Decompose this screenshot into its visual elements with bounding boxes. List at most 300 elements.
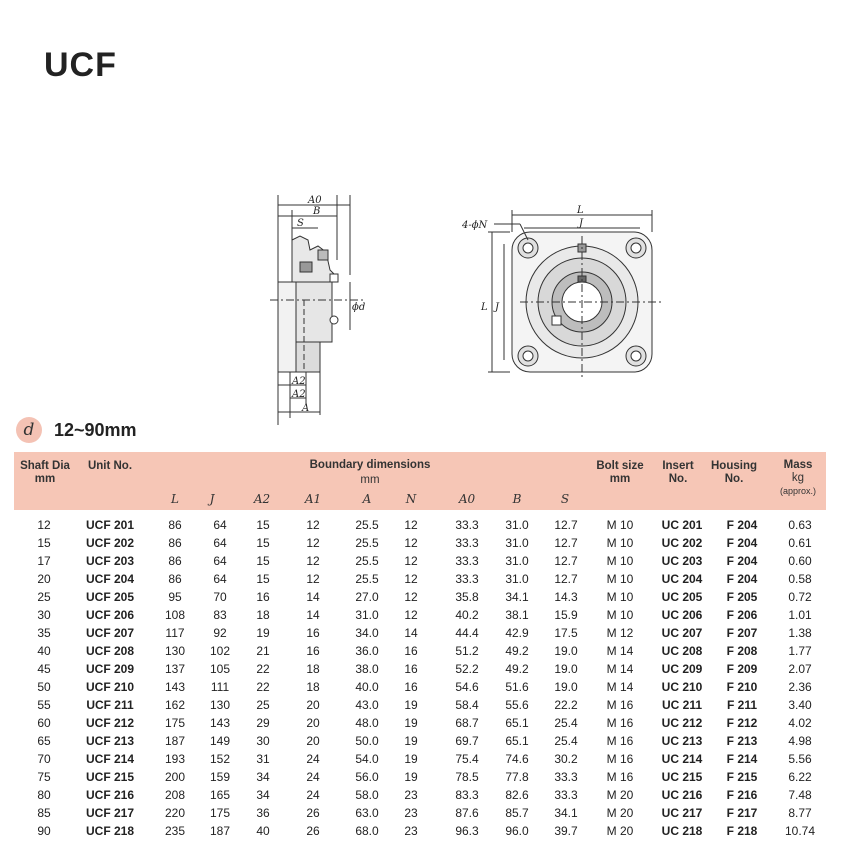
cell-mass: 0.63: [788, 518, 812, 532]
cell-b: 49.2: [505, 662, 529, 676]
cell-housing-no: F 216: [726, 788, 758, 802]
cell-n: 16: [404, 662, 418, 676]
label-phi-d: ϕd: [352, 302, 366, 313]
cell-a2: 15: [256, 536, 270, 550]
cell-n: 12: [404, 536, 418, 550]
cell-s: 12.7: [554, 536, 578, 550]
cell-a1: 18: [306, 662, 320, 676]
cell-b: 74.6: [505, 752, 529, 766]
cell-mass: 1.77: [788, 644, 812, 658]
cell-a: 36.0: [355, 644, 379, 658]
cell-mass: 0.61: [788, 536, 812, 550]
cell-a: 40.0: [355, 680, 379, 694]
cell-n: 12: [404, 608, 418, 622]
cell-a0: 87.6: [455, 806, 479, 820]
cell-housing-no: F 204: [726, 572, 758, 586]
cell-s: 14.3: [554, 590, 578, 604]
cell-unit-no: UCF 211: [86, 698, 134, 712]
cell-a2: 22: [256, 680, 270, 694]
cell-j: 92: [213, 626, 227, 640]
cell-l: 162: [164, 698, 186, 712]
header-unit-no: Unit No.: [87, 460, 133, 472]
cell-b: 31.0: [505, 572, 529, 586]
cell-a: 56.0: [355, 770, 379, 784]
cell-bolt-size: M 16: [606, 734, 634, 748]
cell-a2: 16: [256, 590, 270, 604]
cell-s: 22.2: [554, 698, 578, 712]
cell-a0: 75.4: [455, 752, 479, 766]
cell-l: 200: [164, 770, 186, 784]
cell-s: 19.0: [554, 644, 578, 658]
cell-a1: 24: [306, 770, 320, 784]
shaft-range: [16, 416, 137, 444]
cell-unit-no: UCF 208: [85, 644, 135, 658]
cell-insert-no: UC 202: [661, 536, 703, 550]
cell-j: 165: [209, 788, 231, 802]
d-symbol-badge: d: [16, 417, 42, 443]
header-housing-no: Housing No.: [711, 460, 757, 485]
cell-a0: 96.3: [455, 824, 479, 838]
side-view-drawing: [270, 195, 365, 425]
cell-insert-no: UC 207: [661, 626, 703, 640]
cell-a2: 34: [256, 788, 270, 802]
cell-n: 14: [404, 626, 418, 640]
cell-insert-no: UC 201: [661, 518, 703, 532]
cell-a1: 18: [306, 680, 320, 694]
cell-mass: 0.58: [788, 572, 812, 586]
cell-j: 152: [209, 752, 231, 766]
cell-housing-no: F 204: [726, 536, 758, 550]
cell-a1: 12: [306, 554, 320, 568]
subheader-j: J: [209, 492, 215, 506]
cell-b: 31.0: [505, 536, 529, 550]
cell-unit-no: UCF 201: [85, 518, 135, 532]
cell-n: 23: [404, 788, 418, 802]
cell-insert-no: UC 208: [661, 644, 703, 658]
cell-a0: 33.3: [455, 536, 479, 550]
header-boundary-dimensions: Boundary dimensions mm: [309, 459, 431, 486]
cell-l: 86: [168, 536, 182, 550]
cell-housing-no: F 218: [726, 824, 758, 838]
cell-j: 70: [213, 590, 227, 604]
cell-j: 175: [209, 806, 231, 820]
header-mass: Mass kg (approx.): [779, 459, 816, 496]
cell-a1: 14: [306, 608, 320, 622]
cell-a1: 20: [306, 734, 320, 748]
shaft-range-text: 12~90mm: [54, 419, 137, 440]
cell-shaft-dia: 50: [37, 680, 51, 694]
cell-s: 33.3: [554, 788, 578, 802]
cell-mass: 2.07: [788, 662, 812, 676]
cell-bolt-size: M 10: [606, 608, 634, 622]
cell-mass: 0.72: [788, 590, 812, 604]
cell-housing-no: F 217: [726, 806, 758, 820]
cell-l: 143: [164, 680, 186, 694]
cell-mass: 4.98: [788, 734, 812, 748]
cell-insert-no: UC 216: [661, 788, 703, 802]
cell-shaft-dia: 70: [37, 752, 51, 766]
cell-n: 19: [404, 752, 418, 766]
cell-a: 48.0: [355, 716, 379, 730]
cell-a2: 40: [256, 824, 270, 838]
cell-l: 86: [168, 518, 182, 532]
cell-housing-no: F 206: [726, 608, 758, 622]
cell-s: 39.7: [554, 824, 578, 838]
cell-a: 25.5: [355, 518, 379, 532]
cell-b: 65.1: [505, 734, 529, 748]
label-l-vertical: L: [481, 302, 488, 313]
cell-insert-no: UC 209: [661, 662, 703, 676]
cell-shaft-dia: 30: [37, 608, 51, 622]
label-l: L: [577, 205, 584, 216]
cell-n: 23: [404, 806, 418, 820]
cell-s: 12.7: [554, 518, 578, 532]
cell-bolt-size: M 20: [606, 806, 634, 820]
cell-l: 137: [164, 662, 186, 676]
cell-a2: 15: [256, 572, 270, 586]
cell-a: 38.0: [355, 662, 379, 676]
cell-b: 34.1: [505, 590, 529, 604]
cell-a2: 19: [256, 626, 270, 640]
cell-n: 19: [404, 716, 418, 730]
cell-insert-no: UC 212: [661, 716, 703, 730]
cell-l: 175: [164, 716, 186, 730]
cell-b: 51.6: [505, 680, 529, 694]
cell-bolt-size: M 12: [606, 626, 634, 640]
cell-s: 15.9: [554, 608, 578, 622]
cell-unit-no: UCF 212: [85, 716, 135, 730]
cell-unit-no: UCF 205: [85, 590, 135, 604]
cell-l: 208: [164, 788, 186, 802]
cell-l: 235: [164, 824, 186, 838]
cell-shaft-dia: 20: [37, 572, 51, 586]
cell-insert-no: UC 210: [661, 680, 703, 694]
cell-a1: 26: [306, 806, 320, 820]
cell-housing-no: F 207: [726, 626, 758, 640]
cell-j: 64: [213, 572, 227, 586]
cell-a0: 78.5: [455, 770, 479, 784]
cell-a2: 29: [256, 716, 270, 730]
cell-n: 12: [404, 572, 418, 586]
cell-a: 25.5: [355, 572, 379, 586]
cell-b: 31.0: [505, 554, 529, 568]
cell-unit-no: UCF 204: [85, 572, 135, 586]
cell-a0: 33.3: [455, 572, 479, 586]
cell-a0: 58.4: [455, 698, 479, 712]
cell-bolt-size: M 16: [606, 716, 634, 730]
cell-b: 42.9: [505, 626, 529, 640]
cell-housing-no: F 209: [726, 662, 758, 676]
header-shaft-dia: Shaft Dia mm: [20, 460, 70, 485]
page-title: UCF: [44, 46, 117, 84]
cell-a: 68.0: [355, 824, 379, 838]
cell-housing-no: F 214: [726, 752, 758, 766]
cell-unit-no: UCF 203: [85, 554, 135, 568]
cell-s: 12.7: [554, 554, 578, 568]
cell-bolt-size: M 20: [606, 824, 634, 838]
cell-bolt-size: M 16: [606, 698, 634, 712]
cell-housing-no: F 208: [726, 644, 758, 658]
cell-unit-no: UCF 215: [85, 770, 135, 784]
cell-mass: 7.48: [788, 788, 812, 802]
cell-b: 85.7: [505, 806, 529, 820]
cell-a1: 14: [306, 590, 320, 604]
cell-n: 12: [404, 590, 418, 604]
cell-j: 102: [209, 644, 231, 658]
cell-bolt-size: M 14: [606, 662, 634, 676]
cell-housing-no: F 212: [726, 716, 758, 730]
cell-a2: 22: [256, 662, 270, 676]
cell-unit-no: UCF 209: [85, 662, 135, 676]
cell-shaft-dia: 17: [37, 554, 51, 568]
cell-a0: 33.3: [455, 554, 479, 568]
cell-a1: 12: [306, 572, 320, 586]
cell-unit-no: UCF 206: [85, 608, 135, 622]
cell-b: 38.1: [505, 608, 529, 622]
cell-a1: 24: [306, 752, 320, 766]
cell-b: 65.1: [505, 716, 529, 730]
cell-insert-no: UC 206: [661, 608, 703, 622]
cell-unit-no: UCF 213: [85, 734, 135, 748]
cell-mass: 2.36: [788, 680, 812, 694]
cell-a: 43.0: [355, 698, 379, 712]
cell-s: 25.4: [554, 716, 578, 730]
cell-a2: 31: [256, 752, 270, 766]
cell-j: 187: [209, 824, 231, 838]
cell-a: 25.5: [355, 536, 379, 550]
cell-shaft-dia: 15: [37, 536, 51, 550]
subheader-b: B: [512, 492, 522, 506]
cell-a0: 33.3: [455, 518, 479, 532]
label-s: S: [297, 218, 304, 229]
cell-insert-no: UC 215: [661, 770, 703, 784]
cell-a1: 16: [306, 626, 320, 640]
cell-a0: 40.2: [455, 608, 479, 622]
cell-a0: 51.2: [455, 644, 479, 658]
cell-mass: 10.74: [784, 824, 816, 838]
label-a: A: [302, 403, 310, 414]
cell-b: 77.8: [505, 770, 529, 784]
cell-a: 25.5: [355, 554, 379, 568]
label-a2-lower: A2: [292, 389, 306, 400]
cell-shaft-dia: 80: [37, 788, 51, 802]
cell-bolt-size: M 10: [606, 572, 634, 586]
cell-a2: 25: [256, 698, 270, 712]
cell-insert-no: UC 211: [661, 698, 703, 712]
cell-housing-no: F 204: [726, 518, 758, 532]
cell-bolt-size: M 14: [606, 680, 634, 694]
cell-mass: 1.01: [788, 608, 812, 622]
subheader-s: S: [560, 492, 570, 506]
cell-shaft-dia: 85: [37, 806, 51, 820]
cell-l: 187: [164, 734, 186, 748]
cell-insert-no: UC 203: [661, 554, 703, 568]
header-insert-no: Insert No.: [662, 460, 694, 485]
cell-unit-no: UCF 207: [85, 626, 135, 640]
subheader-n: N: [405, 492, 417, 506]
cell-j: 105: [209, 662, 231, 676]
cell-s: 30.2: [554, 752, 578, 766]
cell-unit-no: UCF 210: [85, 680, 135, 694]
cell-j: 83: [213, 608, 227, 622]
subheader-a1: A1: [304, 492, 322, 506]
cell-a: 31.0: [355, 608, 379, 622]
cell-s: 33.3: [554, 770, 578, 784]
cell-insert-no: UC 217: [661, 806, 703, 820]
cell-n: 23: [404, 824, 418, 838]
cell-a1: 26: [306, 824, 320, 838]
cell-s: 17.5: [554, 626, 578, 640]
cell-a1: 12: [306, 536, 320, 550]
cell-bolt-size: M 16: [606, 770, 634, 784]
cell-shaft-dia: 35: [37, 626, 51, 640]
cell-n: 12: [404, 518, 418, 532]
cell-j: 64: [213, 554, 227, 568]
cell-a1: 20: [306, 698, 320, 712]
cell-unit-no: UCF 216: [85, 788, 135, 802]
cell-bolt-size: M 10: [606, 554, 634, 568]
cell-unit-no: UCF 217: [85, 806, 135, 820]
cell-insert-no: UC 204: [661, 572, 703, 586]
cell-housing-no: F 215: [726, 770, 758, 784]
cell-mass: 6.22: [788, 770, 812, 784]
cell-bolt-size: M 10: [606, 536, 634, 550]
cell-l: 86: [168, 572, 182, 586]
cell-n: 12: [404, 554, 418, 568]
cell-b: 55.6: [505, 698, 529, 712]
cell-a1: 20: [306, 716, 320, 730]
cell-a: 54.0: [355, 752, 379, 766]
cell-a: 58.0: [355, 788, 379, 802]
cell-s: 12.7: [554, 572, 578, 586]
header-bolt-size: Bolt size mm: [596, 460, 644, 485]
cell-a1: 12: [306, 518, 320, 532]
cell-bolt-size: M 20: [606, 788, 634, 802]
cell-mass: 4.02: [788, 716, 812, 730]
cell-unit-no: UCF 218: [85, 824, 135, 838]
cell-bolt-size: M 10: [606, 590, 634, 604]
cell-l: 95: [168, 590, 182, 604]
cell-l: 193: [164, 752, 186, 766]
cell-l: 117: [165, 626, 185, 640]
cell-n: 16: [404, 680, 418, 694]
cell-bolt-size: M 10: [606, 518, 634, 532]
cell-b: 31.0: [505, 518, 529, 532]
cell-a0: 83.3: [455, 788, 479, 802]
cell-insert-no: UC 213: [661, 734, 703, 748]
cell-a1: 24: [306, 788, 320, 802]
cell-a2: 34: [256, 770, 270, 784]
cell-mass: 1.38: [788, 626, 812, 640]
cell-mass: 5.56: [788, 752, 812, 766]
cell-a2: 15: [256, 518, 270, 532]
cell-j: 64: [213, 536, 227, 550]
cell-shaft-dia: 65: [37, 734, 51, 748]
label-b: B: [313, 206, 321, 217]
cell-bolt-size: M 16: [606, 752, 634, 766]
cell-a2: 15: [256, 554, 270, 568]
cell-insert-no: UC 214: [661, 752, 703, 766]
cell-s: 25.4: [554, 734, 578, 748]
cell-n: 19: [404, 734, 418, 748]
cell-a0: 68.7: [455, 716, 479, 730]
cell-unit-no: UCF 202: [85, 536, 135, 550]
cell-insert-no: UC 205: [661, 590, 703, 604]
cell-housing-no: F 205: [726, 590, 758, 604]
cell-b: 49.2: [505, 644, 529, 658]
cell-n: 16: [404, 644, 418, 658]
cell-shaft-dia: 25: [37, 590, 51, 604]
subheader-a2: A2: [253, 492, 271, 506]
cell-housing-no: F 211: [726, 698, 758, 712]
cell-b: 96.0: [505, 824, 529, 838]
cell-a: 34.0: [355, 626, 379, 640]
cell-housing-no: F 204: [726, 554, 758, 568]
cell-a2: 18: [256, 608, 270, 622]
cell-housing-no: F 210: [726, 680, 758, 694]
cell-l: 108: [164, 608, 186, 622]
cell-shaft-dia: 90: [37, 824, 51, 838]
cell-bolt-size: M 14: [606, 644, 634, 658]
cell-shaft-dia: 60: [37, 716, 51, 730]
cell-a1: 16: [306, 644, 320, 658]
cell-j: 111: [210, 680, 230, 694]
label-a0: A0: [308, 195, 322, 206]
cell-l: 130: [164, 644, 186, 658]
cell-l: 86: [168, 554, 182, 568]
cell-a0: 44.4: [455, 626, 479, 640]
cell-j: 143: [209, 716, 231, 730]
cell-a0: 35.8: [455, 590, 479, 604]
cell-a2: 30: [256, 734, 270, 748]
subheader-a: A: [362, 492, 372, 506]
cell-shaft-dia: 55: [37, 698, 51, 712]
cell-j: 159: [209, 770, 231, 784]
cell-n: 19: [404, 698, 418, 712]
label-j: J: [579, 218, 584, 229]
cell-shaft-dia: 45: [37, 662, 51, 676]
cell-shaft-dia: 40: [37, 644, 51, 658]
cell-mass: 8.77: [788, 806, 812, 820]
cell-a2: 36: [256, 806, 270, 820]
subheader-a0: A0: [458, 492, 476, 506]
cell-s: 19.0: [554, 680, 578, 694]
cell-s: 34.1: [554, 806, 578, 820]
cell-l: 220: [164, 806, 186, 820]
cell-unit-no: UCF 214: [85, 752, 135, 766]
label-j-vertical: J: [495, 302, 500, 313]
cell-a0: 52.2: [455, 662, 479, 676]
cell-a0: 54.6: [455, 680, 479, 694]
cell-mass: 0.60: [788, 554, 812, 568]
cell-a2: 21: [256, 644, 270, 658]
cell-shaft-dia: 12: [37, 518, 51, 532]
cell-j: 130: [209, 698, 231, 712]
front-view-drawing: [488, 210, 664, 380]
label-bolt-hole: 4-ϕN: [462, 220, 488, 231]
subheader-l: L: [171, 492, 179, 506]
cell-shaft-dia: 75: [37, 770, 51, 784]
cell-n: 19: [404, 770, 418, 784]
cell-a: 63.0: [355, 806, 379, 820]
cell-a: 27.0: [355, 590, 379, 604]
cell-mass: 3.40: [788, 698, 812, 712]
cell-s: 19.0: [554, 662, 578, 676]
cell-a: 50.0: [355, 734, 379, 748]
cell-insert-no: UC 218: [661, 824, 703, 838]
cell-j: 64: [213, 518, 227, 532]
label-a2-upper: A2: [292, 376, 306, 387]
